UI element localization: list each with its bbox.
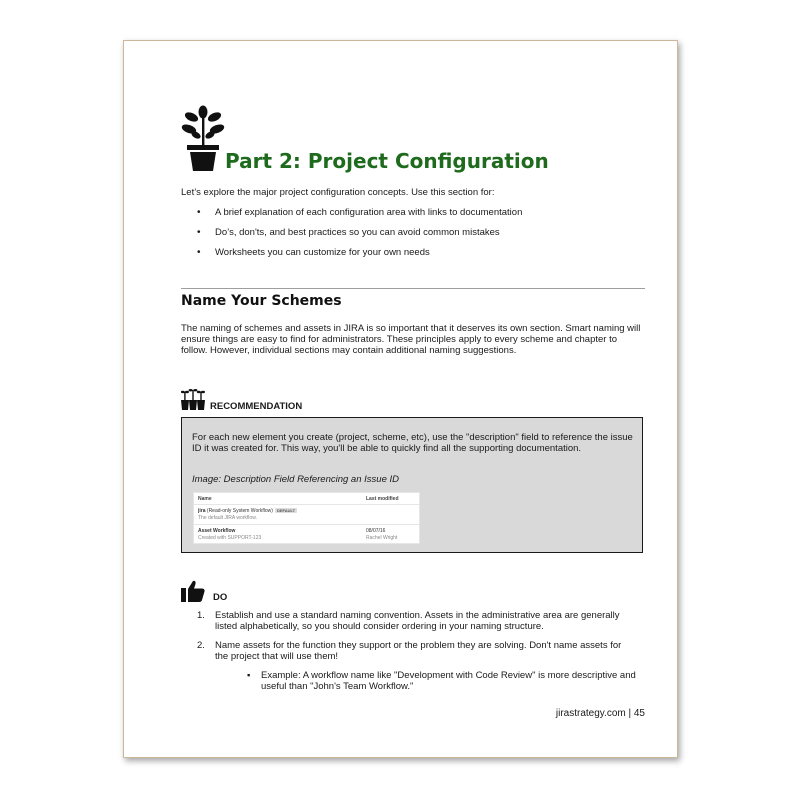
default-badge: DEFAULT (276, 508, 296, 513)
workflow-table-screenshot (193, 492, 420, 544)
recommendation-label: RECOMMENDATION (210, 401, 303, 412)
section-heading: Name Your Schemes (181, 293, 342, 309)
document-page (123, 40, 678, 758)
do-label: DO (213, 592, 228, 603)
list-number: 2. (197, 640, 205, 651)
do-list (197, 610, 637, 700)
recommendation-callout (181, 417, 643, 553)
table-divider (194, 524, 419, 525)
bullet-item: • Worksheets you can customize for your own needs (197, 247, 522, 267)
intro-text: Let’s explore the major project configuration concepts. Use this section for: (181, 187, 495, 198)
column-header-name: Name (198, 496, 212, 502)
page-footer: jirastrategy.com | 45 (555, 708, 645, 719)
last-modified-date: 08/07/16 (366, 528, 386, 534)
potted-plant-icon (181, 105, 225, 173)
workflow-description: The default JIRA workflow. (198, 515, 257, 521)
bullet-item: • A brief explanation of each configuration area with links to documentation (197, 207, 522, 227)
thumbs-up-icon (181, 579, 205, 603)
table-row (198, 508, 297, 514)
intro-bullet-list (197, 207, 522, 267)
list-number: 1. (197, 610, 205, 621)
page-title: Part 2: Project Configuration (225, 149, 549, 173)
list-item (197, 610, 637, 632)
section-divider (181, 288, 645, 289)
last-modified-by: Rachel Wright (366, 535, 398, 541)
image-caption: Image: Description Field Referencing an Issue ID (192, 474, 399, 485)
workflow-description: Created with SUPPORT-123 (198, 535, 262, 541)
seedlings-icon (181, 388, 205, 410)
workflow-name: jira (198, 508, 206, 514)
list-item (197, 640, 637, 692)
example-item (247, 670, 637, 692)
section-paragraph: The naming of schemes and assets in JIRA is so important that it deserves its own section. Smart naming will ensure things are easy to find for administrators. These principles apply to every scheme and chapter to follow. However, individual sections may contain additional naming suggestions. (181, 323, 641, 356)
list-item-text: Name assets for the function they support or the problem they are solving. Don't name assets for the project that will use them! (215, 640, 622, 662)
recommendation-text: For each new element you create (project, scheme, etc), use the "description" field to reference the issue ID it was created for. This way, you'll be able to quickly find all the supporting documentation. (192, 432, 633, 454)
workflow-name-suffix: (Read-only System Workflow) (205, 508, 273, 514)
workflow-name: Asset Workflow (198, 528, 236, 534)
example-text: Example: A workflow name like "Development with Code Review" is more descriptive and useful than "John's Team Workflow." (261, 670, 636, 692)
column-header-last-modified: Last modified (366, 496, 399, 502)
square-bullet: ▪ (247, 670, 251, 681)
bullet-item: • Do’s, don'ts, and best practices so you can avoid common mistakes (197, 227, 522, 247)
table-divider (194, 504, 419, 505)
list-item-text: Establish and use a standard naming convention. Assets in the administrative area are generally listed alphabetically, so you should consider ordering in your naming structure. (215, 610, 620, 632)
